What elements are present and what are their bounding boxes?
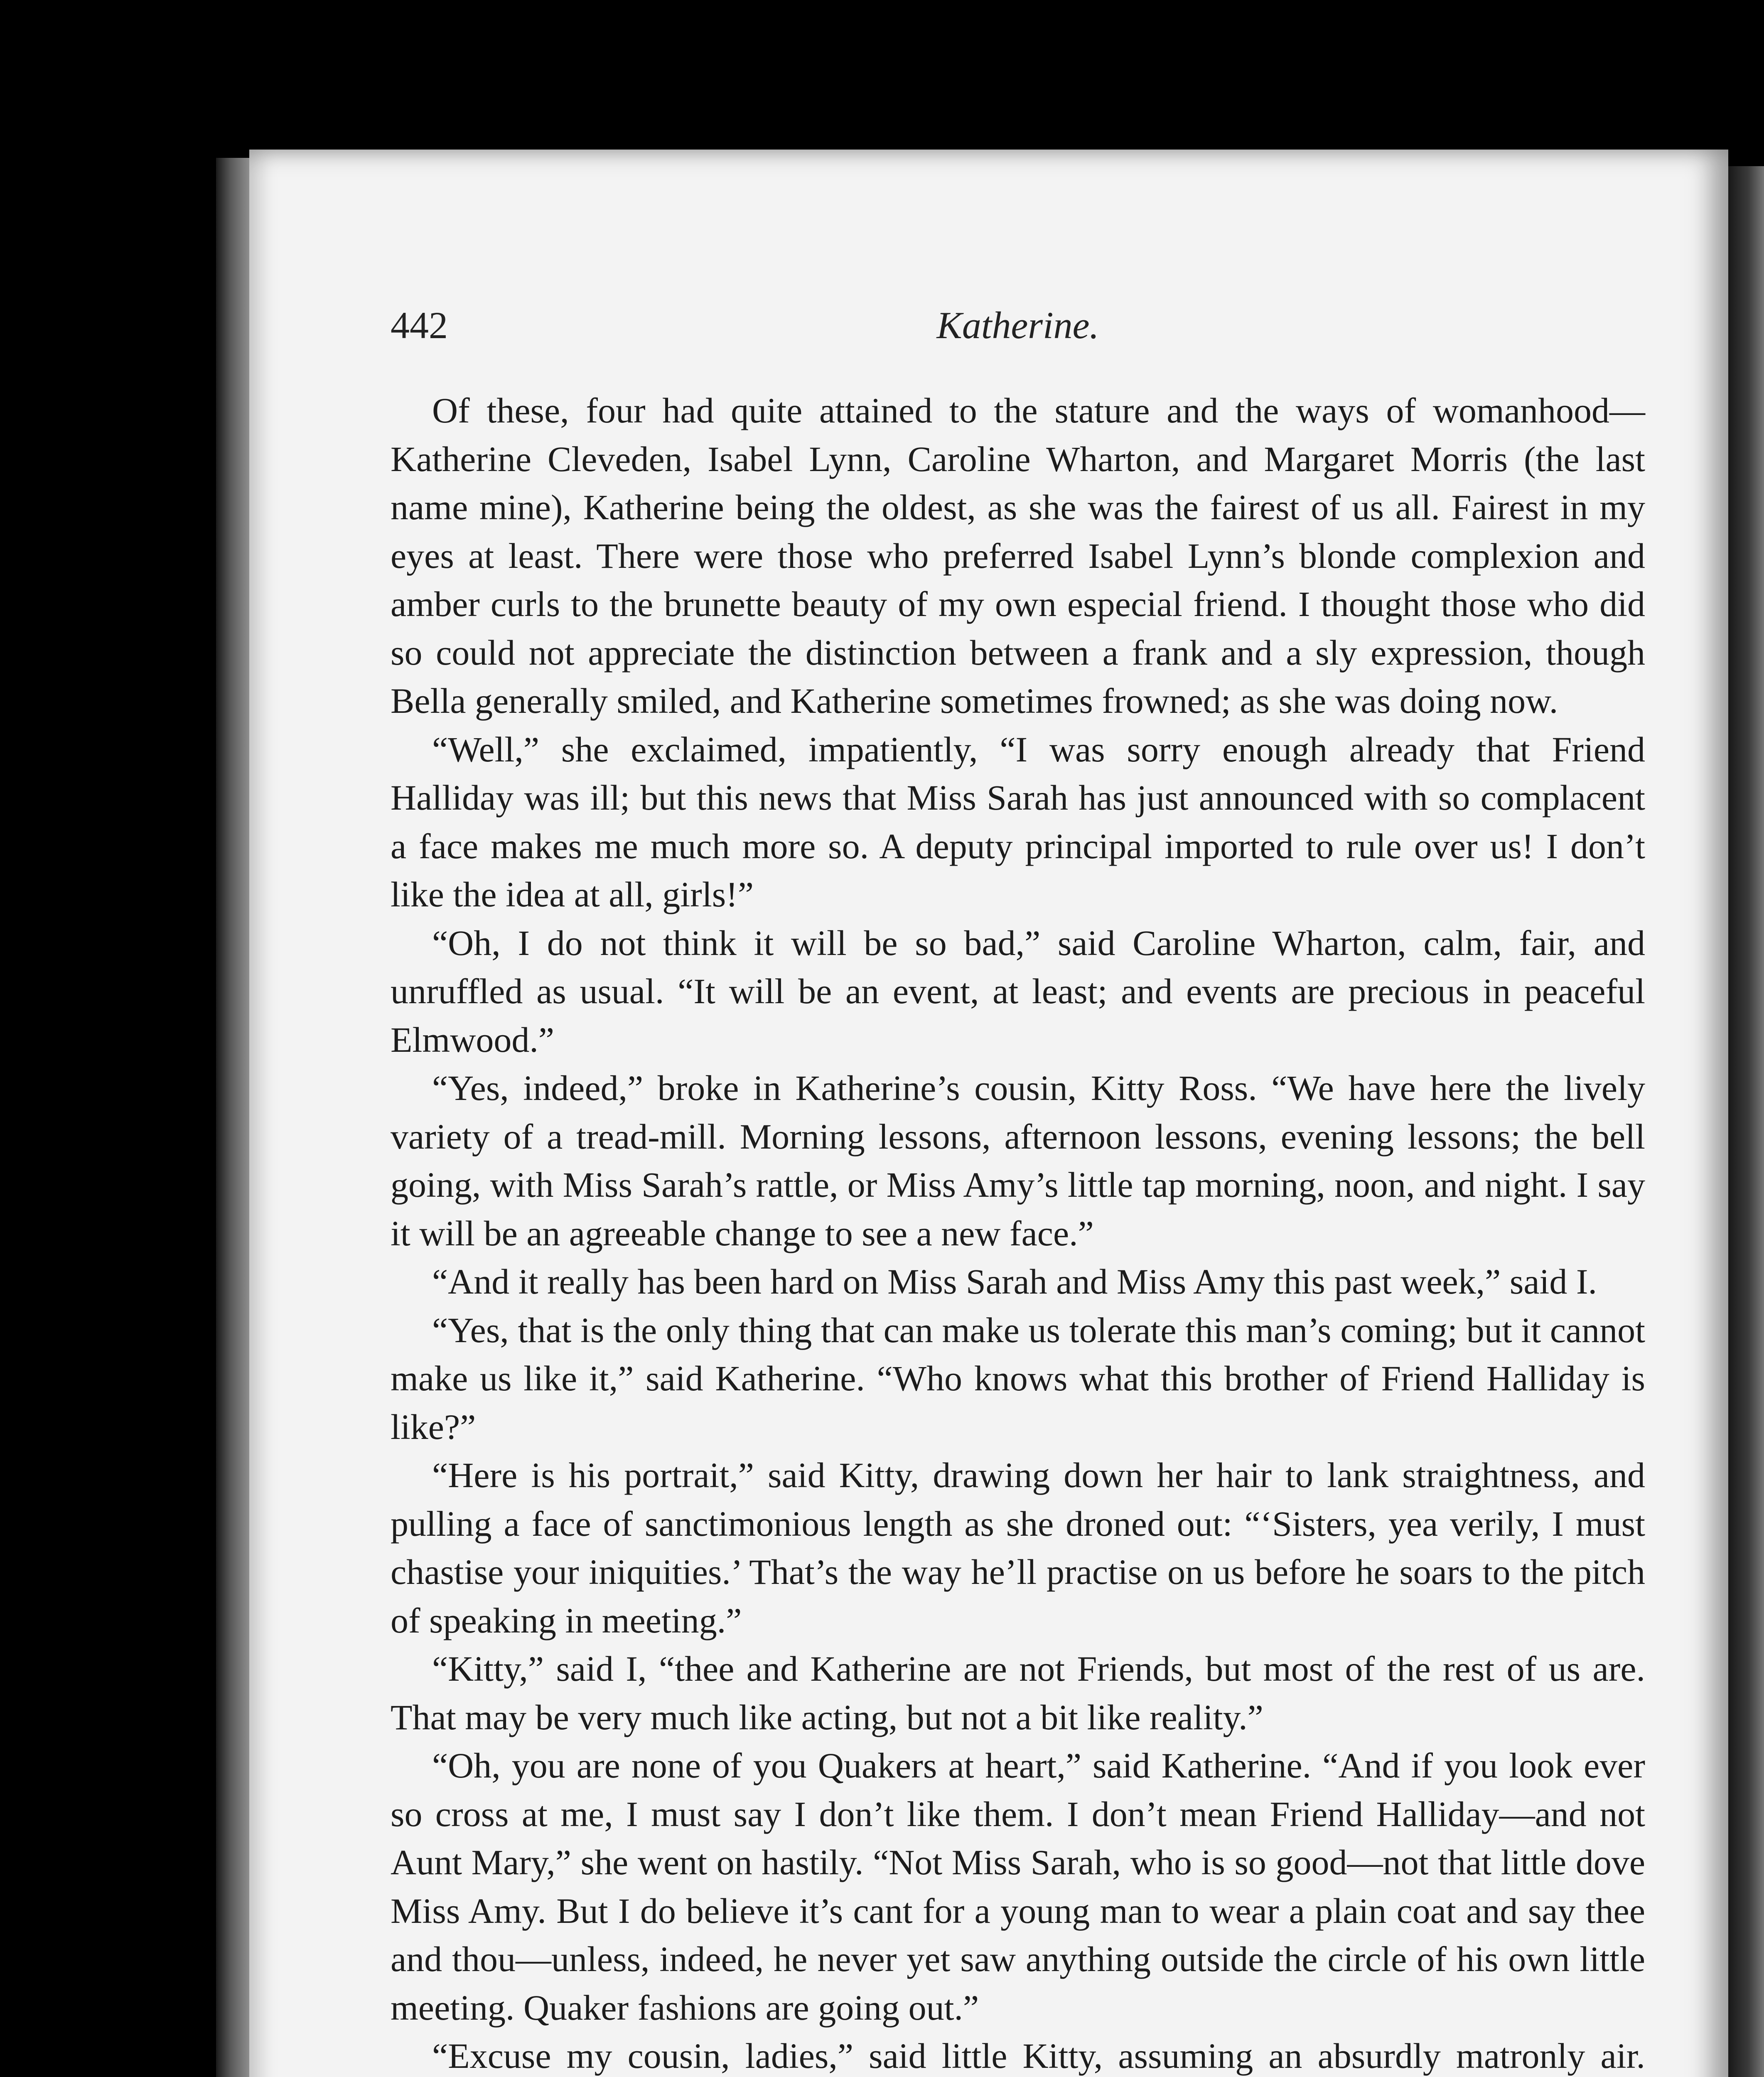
next-page-edge xyxy=(1724,166,1764,2077)
paragraph: Of these, four had quite attained to the stature and the ways of womanhood— Katherine Cleveden, Isabel Lynn, Caroline Wharton, and Margaret Morris (the last name mine), Katherine being the oldest, as she was the fairest of us all. Fairest in my eyes at least. There were those who preferred Isabel Lynn’s blonde complexion and amber curls to the brunette beauty of my own especial friend. I thought those who did so could not appreciate the distinction between a frank and a sly expression, though Bella generally smiled, and Katherine sometimes frowned; as she was doing now. xyxy=(391,390,1645,721)
book-spine-edge xyxy=(216,158,253,2077)
paragraph: “And it really has been hard on Miss Sarah and Miss Amy this past week,” said I. xyxy=(432,1262,1597,1301)
paragraph: “Well,” she exclaimed, impatiently, “I was sorry enough already that Friend Halliday was ill; but this news that Miss Sarah has just announced with so complacent a face makes me much more so. A deputy principal imported to rule over us! I don’t like the idea at all, girls!” xyxy=(391,729,1645,914)
paragraph: “Oh, I do not think it will be so bad,” said Caroline Wharton, calm, fair, and unruffled as usual. “It will be an event, at least; and events are precious in peaceful Elmwood.” xyxy=(391,923,1645,1060)
book-page xyxy=(249,150,1728,2077)
paragraph: “Kitty,” said I, “thee and Katherine are not Friends, but most of the rest of us are. That may be very much like acting, but not a bit like reality.” xyxy=(391,1649,1645,1737)
page-number: 442 xyxy=(391,304,448,346)
running-head xyxy=(391,303,1764,361)
body-text xyxy=(391,386,1645,2077)
running-title: Katherine. xyxy=(936,304,1099,346)
paragraph: “Here is his portrait,” said Kitty, drawing down her hair to lank straightness, and pulling a face of sanctimonious length as she droned out: “‘Sisters, yea verily, I must chastise your iniquities.’ That’s the way he’ll practise on us before he soars to the pitch of speaking in meeting.” xyxy=(391,1455,1645,1640)
paragraph: “Yes, indeed,” broke in Katherine’s cousin, Kitty Ross. “We have here the lively variety of a tread-mill. Morning lessons, afternoon lessons, evening lessons; the bell going, with Miss Sarah’s rattle, or Miss Amy’s little tap morning, noon, and night. I say it will be an agreeable change to see a new face.” xyxy=(391,1068,1645,1253)
paragraph: “Excuse my cousin, ladies,” said little Kitty, assuming an absurdly matronly air. xyxy=(432,2036,1645,2076)
paragraph: “Yes, that is the only thing that can make us tolerate this man’s coming; but it cannot make us like it,” said Katherine. “Who knows what this brother of Friend Halliday is like?” xyxy=(391,1310,1645,1447)
paragraph: “Oh, you are none of you Quakers at heart,” said Katherine. “And if you look ever so cross at me, I must say I don’t like them. I don’t mean Friend Halliday—and not Aunt Mary,” she went on hastily. “Not Miss Sarah, who is so good—not that little dove Miss Amy. But I do believe it’s cant for a young man to wear a plain coat and say thee and thou—unless, indeed, he never yet saw anything outside the circle of his own little meeting. Quaker fashions are going out.” xyxy=(391,1746,1645,2028)
